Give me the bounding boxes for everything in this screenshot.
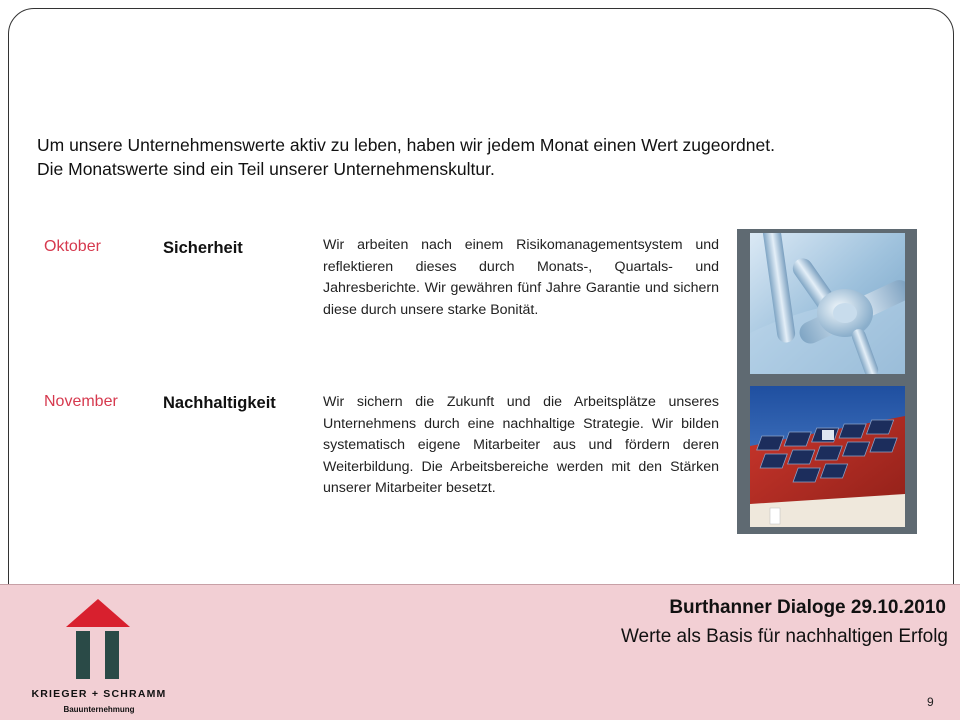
intro-line-1: Um unsere Unternehmenswerte aktiv zu leben, haben wir jedem Monat einen Wert zugeordnet. <box>37 135 775 155</box>
value-description-nachhaltigkeit: Wir sichern die Zukunft und die Arbeitsplätze unseres Unternehmens durch eine nachhaltige Strategie. Wir bilden systematisch eigene Mitarbeiter aus und fördern deren Weiterbildung. Die Arbeitsbereiche werden mit den Stärken unserer Mitarbeiter besetzt. <box>323 394 719 496</box>
footer <box>0 584 960 720</box>
intro-line-2: Die Monatswerte sind ein Teil unserer Unternehmenskultur. <box>37 159 495 179</box>
value-name-nachhaltigkeit: Nachhaltigkeit <box>163 394 276 412</box>
value-name-sicherheit: Sicherheit <box>163 239 243 257</box>
vault-door-handle-photo <box>750 233 905 374</box>
house-logo-icon <box>26 593 172 688</box>
value-description-sicherheit: Wir arbeiten nach einem Risikomanagementsystem und reflektieren dieses durch Monats-, Quartals- und Jahresberichte. Wir gewähren fünf Jahre Garantie und sichern diese durch unsere starke Bonität. <box>323 237 719 318</box>
month-oktober: Oktober <box>44 238 101 255</box>
intro-text <box>37 133 917 181</box>
footer-subtitle: Werte als Basis für nachhaltigen Erfolg <box>620 626 948 647</box>
month-november: November <box>44 393 118 410</box>
solar-panels-roof-photo <box>750 386 905 527</box>
logo-company-name: KRIEGER + SCHRAMM <box>31 688 167 700</box>
photo-column <box>737 229 917 534</box>
footer-title: Burthanner Dialoge 29.10.2010 <box>669 597 946 618</box>
logo-company-type: Bauunternehmung <box>63 705 135 714</box>
page-number: 9 <box>927 695 934 709</box>
company-logo <box>26 593 172 715</box>
